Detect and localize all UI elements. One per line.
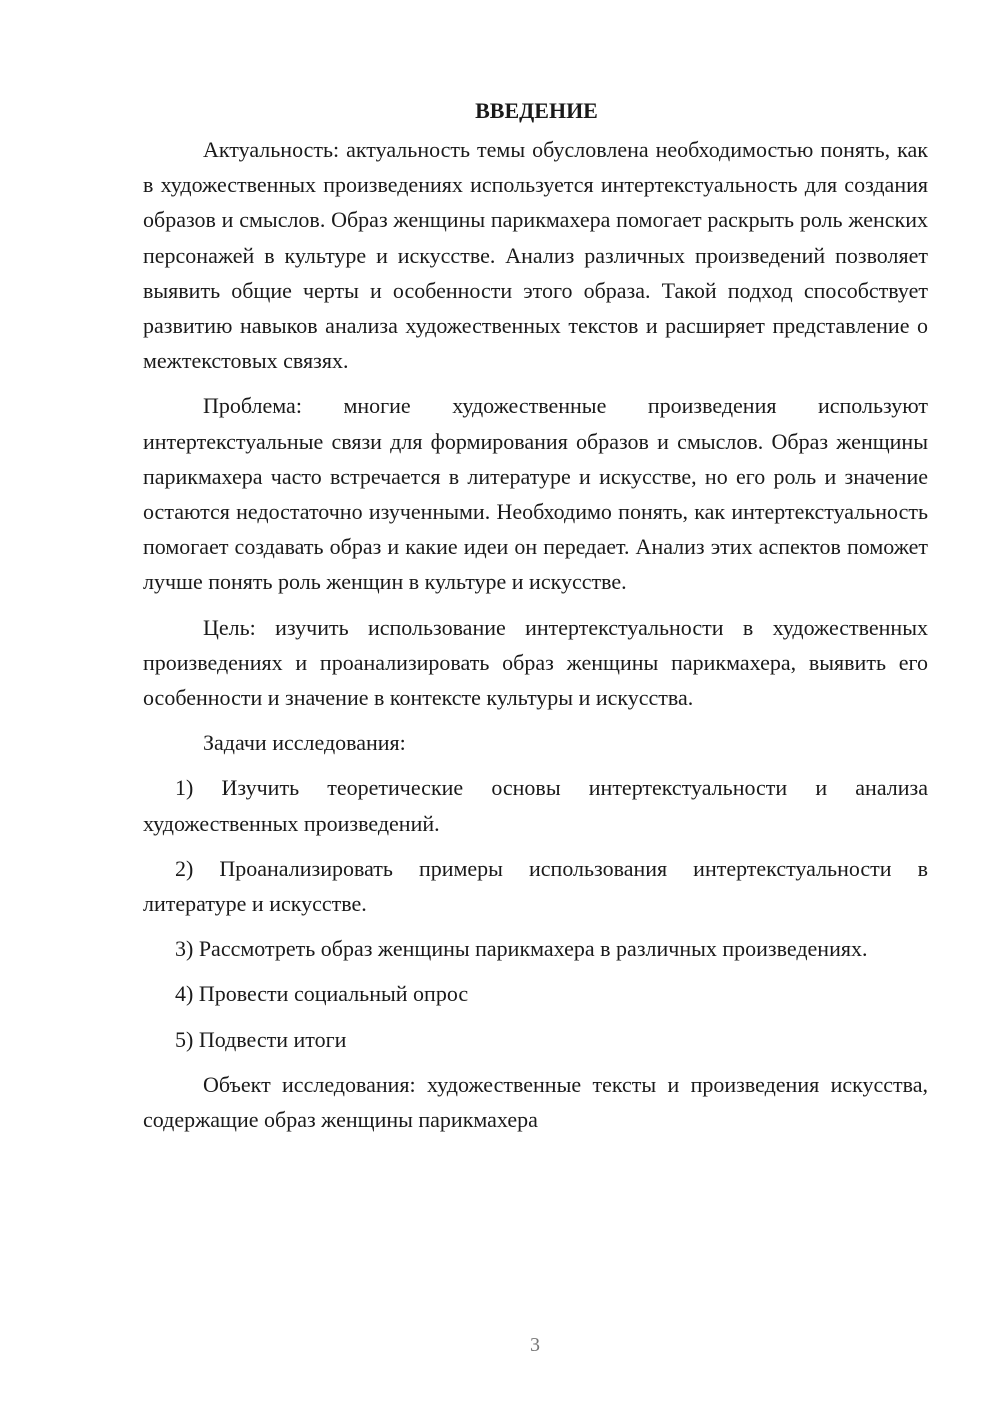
task-item-2: 2) Проанализировать примеры использования интертекстуальности в литературе и искусстве. [143,855,928,917]
goal-paragraph: Цель: изучить использование интертекстуальности в художественных произведениях и проанализировать образ женщины парикмахера, выявить его особенности и значение в контексте культуры и искусства. [143,614,928,711]
page-content [143,96,928,1137]
task-item-4: 4) Провести социальный опрос [175,981,469,1007]
problem-paragraph: Проблема: многие художественные произведения используют интертекстуальные связи для формирования образов и смыслов. Образ женщины парикмахера часто встречается в литературе и искусстве, но его роль и значение остаются недостаточно изученными. Необходимо понять, как интертекстуальность помогает создавать образ и какие идеи он передает. Анализ этих аспектов поможет лучше понять роль женщин в культуре и искусстве. [143,393,928,595]
section-heading: ВВЕДЕНИЕ [475,98,598,123]
object-paragraph: Объект исследования: художественные тексты и произведения искусства, содержащие образ женщины парикмахера [143,1071,928,1133]
relevance-paragraph: Актуальность: актуальность темы обусловлена необходимостью понять, как в художественных произведениях используется интертекстуальность для создания образов и смыслов. Образ женщины парикмахера помогает раскрыть роль женских персонажей в культуре и искусстве. Анализ различных произведений позволяет выявить общие черты и особенности этого образа. Такой подход способствует развитию навыков анализа художественных текстов и расширяет представление о межтекстовых связях. [143,137,928,374]
page-number: 3 [530,1334,540,1356]
task-item-5: 5) Подвести итоги [175,1026,347,1052]
task-item-1: 1) Изучить теоретические основы интертекстуальности и анализа художественных произведений. [143,775,928,836]
task-item-3: 3) Рассмотреть образ женщины парикмахера в различных произведениях. [175,936,868,962]
tasks-title: Задачи исследования: [203,730,406,756]
